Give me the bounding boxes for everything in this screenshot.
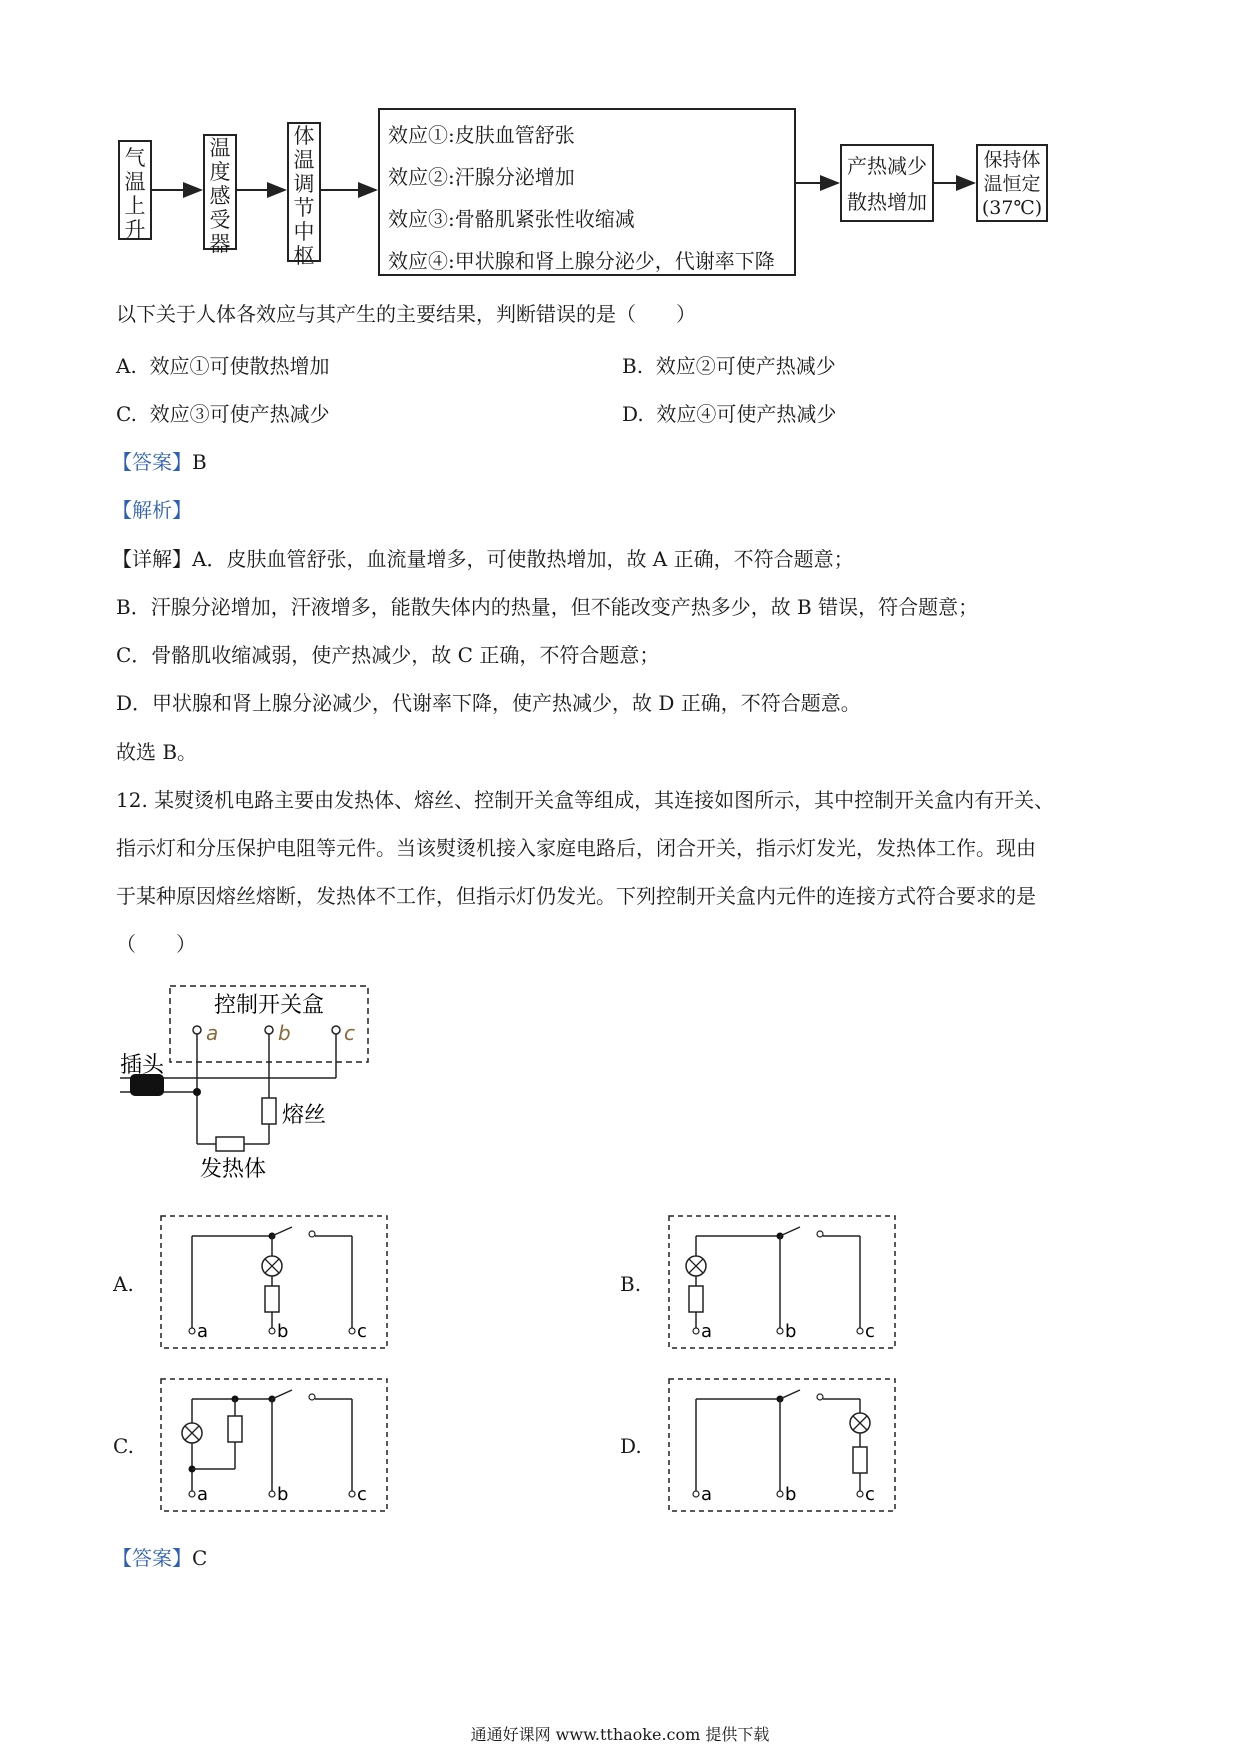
q12-option-b-label[interactable]: B. — [620, 1272, 642, 1296]
q11-conclusion: 故选 B。 — [116, 740, 198, 764]
svg-text:a: a — [701, 1484, 713, 1505]
effect-4: 效应④:甲状腺和肾上腺分泌少，代谢率下降 — [388, 249, 775, 273]
effect-1: 效应①:皮肤血管舒张 — [388, 123, 575, 147]
resistor-icon — [228, 1416, 242, 1442]
fuse-resistor — [262, 1098, 276, 1124]
q11-option-d[interactable]: D. 效应④可使产热减少 — [622, 402, 837, 426]
flow-box-heat-result: 产热减少 散热增加 — [840, 144, 934, 222]
svg-text:b: b — [277, 1321, 289, 1342]
flow-box-thermo-center: 体 温 调 节 中 枢 — [287, 122, 321, 262]
q11-option-b[interactable]: B. 效应②可使产热减少 — [622, 354, 836, 378]
q11-detail-4: D．甲状腺和肾上腺分泌减少，代谢率下降，使产热减少，故 D 正确，不符合题意。 — [116, 691, 861, 715]
q11-detail-2: B．汗腺分泌增加，汗液增多，能散失体内的热量，但不能改变产热多少，故 B 错误，符合题意； — [116, 595, 979, 619]
resistor-icon — [265, 1286, 279, 1312]
svg-text:c: c — [865, 1321, 875, 1342]
q12-option-a-label[interactable]: A. — [113, 1272, 134, 1296]
q11-option-a[interactable]: A. 效应①可使散热增加 — [116, 354, 330, 378]
q12-stem-line-1: 12. 某熨烫机电路主要由发热体、熔丝、控制开关盒等组成，其连接如图所示，其中控制开关盒内有开关、 — [116, 788, 1055, 812]
flow-arrows — [0, 0, 1240, 300]
effect-3: 效应③:骨骼肌紧张性收缩减 — [388, 207, 635, 231]
q11-stem: 以下关于人体各效应与其产生的主要结果，判断错误的是（ ） — [116, 302, 696, 326]
terminal-c-dot — [332, 1026, 340, 1034]
svg-text:b: b — [785, 1484, 797, 1505]
terminal-b-label: b — [278, 1021, 291, 1045]
svg-text:a: a — [197, 1484, 209, 1505]
q11-analysis-tag: 【解析】 — [112, 498, 192, 522]
effect-2: 效应②:汗腺分泌增加 — [388, 165, 575, 189]
q11-detail-1: 【详解】A．皮肤血管舒张，血流量增多，可使散热增加，故 A 正确，不符合题意； — [112, 547, 854, 571]
svg-text:a: a — [197, 1321, 209, 1342]
q11-answer: 【答案】B — [112, 450, 207, 474]
svg-text:c: c — [357, 1321, 367, 1342]
flow-box-air-temp-rise: 气 温 上 升 — [118, 140, 152, 240]
q11-detail-3: C．骨骼肌收缩减弱，使产热减少，故 C 正确，不符合题意； — [116, 643, 660, 667]
q12-stem-line-3: 于某种原因熔丝熔断，发热体不工作，但指示灯仍发光。下列控制开关盒内元件的连接方式符合要求的是 — [116, 884, 1036, 908]
svg-text:c: c — [357, 1484, 367, 1505]
svg-text:b: b — [277, 1484, 289, 1505]
q12-option-a-circuit — [160, 1215, 390, 1350]
q12-answer: 【答案】C — [112, 1546, 208, 1570]
switch-icon — [272, 1390, 292, 1399]
heater-resistor — [216, 1137, 244, 1151]
resistor-icon — [853, 1447, 867, 1473]
switch-icon — [780, 1390, 800, 1399]
control-box-label: 控制开关盒 — [213, 993, 325, 1018]
heater-label: 发热体 — [200, 1157, 267, 1182]
fuse-label: 熔丝 — [282, 1103, 327, 1128]
switch-icon — [272, 1227, 292, 1236]
terminal-c-label: c — [344, 1021, 355, 1045]
q12-option-c-label[interactable]: C. — [113, 1434, 134, 1458]
terminal-a-dot — [193, 1026, 201, 1034]
q11-option-c[interactable]: C. 效应③可使产热减少 — [116, 402, 330, 426]
terminal-b-dot — [265, 1026, 273, 1034]
resistor-icon — [689, 1286, 703, 1312]
plug-label: 插头 — [120, 1053, 165, 1078]
svg-text:c: c — [865, 1484, 875, 1505]
switch-icon — [780, 1227, 800, 1236]
q12-option-d-label[interactable]: D. — [620, 1434, 642, 1458]
q12-option-d-circuit — [668, 1378, 898, 1513]
q12-option-b-circuit — [668, 1215, 898, 1350]
svg-text:a: a — [701, 1321, 713, 1342]
q12-option-c-circuit — [160, 1378, 390, 1513]
flow-box-temp-receptor: 温 度 感 受 器 — [203, 134, 237, 250]
terminal-a-label: a — [206, 1021, 219, 1045]
flow-box-keep-temp: 保持体 温恒定 (37℃) — [976, 144, 1048, 222]
page-footer: 通通好课网 www.tthaoke.com 提供下载 — [470, 1725, 770, 1744]
q12-stem-line-4: （ ） — [116, 932, 196, 956]
q12-main-figure — [110, 980, 390, 1190]
q12-stem-line-2: 指示灯和分压保护电阻等元件。当该熨烫机接入家庭电路后，闭合开关，指示灯发光，发热体工作。现由 — [116, 836, 1036, 860]
svg-text:b: b — [785, 1321, 797, 1342]
